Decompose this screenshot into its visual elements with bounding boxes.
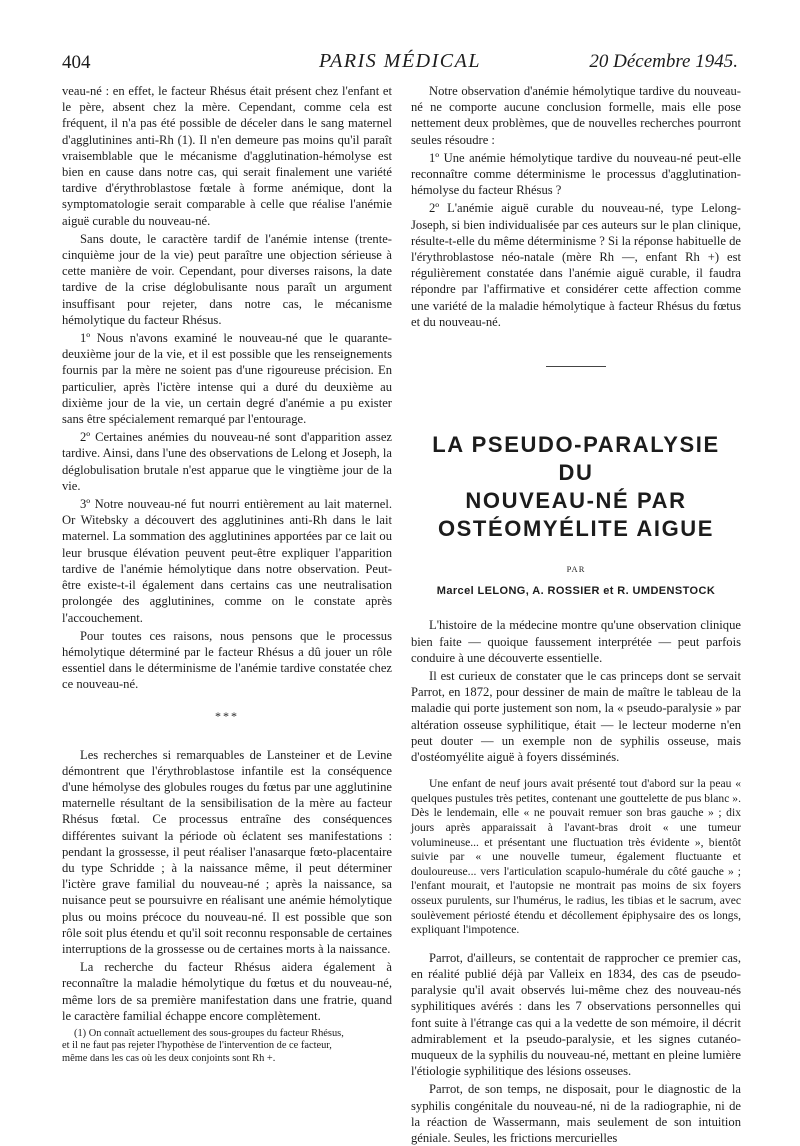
left-column bbox=[62, 83, 392, 1103]
article-title-line: LA PSEUDO-PARALYSIE DU bbox=[432, 432, 720, 486]
paragraph-gap bbox=[411, 938, 741, 950]
case-quotation-block bbox=[411, 777, 741, 938]
issue-date: 20 Décembre 1945. bbox=[589, 51, 738, 72]
paragraph: 2º Certaines anémies du nouveau-né sont d'apparition assez tardive. Ainsi, dans l'une des observations de Lelong et Joseph, la déglobulisation brutale n'est apparue que le vingtième jour de la vie. bbox=[62, 430, 392, 493]
footnote bbox=[62, 1028, 392, 1065]
paragraph: Une enfant de neuf jours avait présenté tout d'abord sur la peau « quelques pustules très petites, contenant une gouttelette de pus blanc ». Dès le lendemain, elle « ne pouvait remuer son bras gauche » ; dix jours après apparaissait à l'avant-bras droit « une tumeur volumineuse... et présentant une fluctuation très évidente », bientôt suivie par « une nouvelle tumeur, également fluctuante et douloureuse... vers l'articulation scapulo-humérale du côté gauche » ; l'enfant mourait, et l'autopsie ne montrait pas moins de six foyers osseux purulents, sur l'humérus, le radius, les tibias et le sacrum, avec soulèvement périosté étendu et décollement épiphysaire des os longs, expliquant l'impotence. bbox=[411, 777, 741, 937]
article-title-line: NOUVEAU-NÉ PAR bbox=[465, 488, 687, 514]
paragraph: Les recherches si remarquables de Lansteiner et de Levine démontrent que l'érythroblastose infantile est la conséquence d'une hémolyse des globules rouges du fœtus par une agglutinine maternelle résultant de la sensibilisation de la mère au facteur Rhésus fœtal. Ce processus entraîne des conséquences différentes suivant la période où éclatent ses manifestations : pendant la grossesse, il peut réaliser l'anasarque fœto-placentaire du type Schridde ; à la naissance même, il peut déterminer l'ictère grave familial du nouveau-né ; après la naissance, sa nuisance peut se poursuivre en réalisant une anémie hémolytique plus ou moins précoce du nouveau-né. Il est possible que son rôle soit plus étendu et qu'il soit reconnu responsable de certaines interruptions de la grossesse ou de certaines morts à la naissance. bbox=[62, 747, 392, 956]
paragraph: veau-né : en effet, le facteur Rhésus était présent chez l'enfant et le père, absent chez la mère. Cependant, comme cela est fréquent, il n'a pas été possible de déceler dans le sang maternel d'agglutinines anti-Rh (1). Il n'en demeure pas moins qu'il paraît vraisemblable que le mécanisme d'agglutination-hémolyse est bien en cause dans notre cas, qui serait finalement une variété tardive d'érythroblastose fœtale à forme anémique, dont la symptomatologie serait comparable à celle que réalise l'anémie aiguë curable du nouveau-né. bbox=[62, 84, 392, 228]
right-column bbox=[411, 83, 741, 1146]
paragraph: Sans doute, le caractère tardif de l'anémie intense (trente-cinquième jour de la vie) peut paraître une objection sérieuse à cette manière de voir. Cependant, pour diverses raisons, la date tardive de la crise déglobulisante nous paraît un argument insuffisant pour rejeter, dans notre cas, le mécanisme hémolytique du facteur Rhésus. bbox=[62, 231, 392, 327]
section-separator-stars: *** bbox=[215, 708, 239, 723]
paragraph: L'histoire de la médecine montre qu'une observation clinique bien faite — quoique faussement interprétée — peut parfois conduire à une découverte essentielle. bbox=[411, 618, 741, 665]
byline-par: PAR bbox=[566, 564, 586, 575]
divider-rule bbox=[546, 366, 606, 367]
paragraph: 3º Notre nouveau-né fut nourri entièrement au lait maternel. Or Witebsky a découvert des agglutinines anti-Rh dans le lait maternel. La sommation des agglutinines apportées par ce lait ou leur brusque élévation peuvent peut-être expliquer l'apparition tardive de l'anémie hémolytique dans notre observation. Peut-être existe-t-il également dans certains cas une neutralisation prolongée des agglutinines, comme on le constate après l'accouchement. bbox=[62, 497, 392, 625]
footnote-line: et il ne faut pas rejeter l'hypothèse de l'intervention de ce facteur, bbox=[62, 1040, 332, 1052]
article-authors: Marcel LELONG, A. ROSSIER et R. UMDENSTOCK bbox=[436, 585, 716, 598]
footnote-line: même dans les cas où les deux conjoints sont Rh +. bbox=[62, 1052, 276, 1064]
paragraph: Pour toutes ces raisons, nous pensons que le processus hémolytique déterminé par le facteur Rhésus a dû jouer un rôle essentiel dans le déterminisme de l'anémie tardive constatée chez ce nouveau-né. bbox=[62, 628, 392, 692]
running-header bbox=[62, 46, 738, 76]
paragraph: La recherche du facteur Rhésus aidera également à reconnaître la maladie hémolytique du fœtus et du nouveau-né, même lors de sa première manifestation dans une fratrie, quand le caractère familial échappe encore complètement. bbox=[62, 960, 392, 1023]
paragraph: 2º L'anémie aiguë curable du nouveau-né, type Lelong-Joseph, si bien individualisée par ces auteurs sur le plan clinique, résulte-t-elle du même déterminisme ? Si la réponse habituelle de l'érythroblastose néo-natale (mère Rh —, enfant Rh +) est régulièrement constatée dans l'anémie aiguë curable, il faudra répondre par l'affirmative et considérer cette affection comme une variété de la maladie hémolytique à facteur Rhésus du fœtus et du nouveau-né. bbox=[411, 201, 741, 329]
footnote-line: (1) On connaît actuellement des sous-groupes du facteur Rhésus, bbox=[74, 1028, 344, 1039]
paragraph-gap bbox=[411, 765, 741, 777]
page-number: 404 bbox=[62, 52, 91, 73]
paragraph: Parrot, de son temps, ne disposait, pour le diagnostic de la syphilis congénitale du nouveau-né, ni de la radiographie, ni de la réaction de Wassermann, mais seulement de son intuition géniale. Seules, les frictions mercurielles bbox=[411, 1082, 741, 1146]
paragraph: 1º Nous n'avons examiné le nouveau-né que le quarante-deuxième jour de la vie, et il est possible que les renseignements fournis par la mère ne soient pas d'une rigoureuse précision. En particulier, après l'ictère intense qui a duré du deuxième au dixième jour de la vie, un certain degré d'anémie a pu exister sans être spécialement remarqué par l'entourage. bbox=[62, 331, 392, 427]
paragraph: 1º Une anémie hémolytique tardive du nouveau-né peut-elle reconnaître comme déterminisme le processus d'agglutination-hémolyse du facteur Rhésus ? bbox=[411, 150, 741, 198]
article-title-line: OSTÉOMYÉLITE AIGUE bbox=[437, 516, 715, 542]
paragraph: Notre observation d'anémie hémolytique tardive du nouveau-né ne comporte aucune conclusion formelle, mais elle pose nettement deux problèmes, que de nouvelles recherches pourront seules résoudre : bbox=[411, 84, 741, 147]
paragraph: Il est curieux de constater que le cas princeps dont se servait Parrot, en 1872, pour dessiner de main de maître le tableau de la maladie qui porte justement son nom, la « pseudo-paralysie » par altération osseuse syphilitique, était — le lecteur moderne n'en peut douter — un exemple non de syphilis osseuse, mais d'ostéomyélite aiguë à foyers disséminés. bbox=[411, 669, 741, 765]
article-title bbox=[411, 431, 741, 543]
journal-title: PARIS MÉDICAL bbox=[319, 50, 481, 72]
paragraph: Parrot, d'ailleurs, se contentait de rapprocher ce premier cas, en réalité publié déjà par Valleix en 1834, des cas de pseudo-paralysie qu'il avait observés lui-même chez des nouveau-nés syphilitiques avérés : dans les 7 observations personnelles qui font suite à l'étrange cas qui a la vedette de son mémoire, il décrit admirablement et la pseudo-paralysie, et les signes cutanéo-muqueux de la syphilis du nouveau-né, mettant en pleine lumière l'étiologie syphilitique des lésions osseuses. bbox=[411, 950, 741, 1079]
